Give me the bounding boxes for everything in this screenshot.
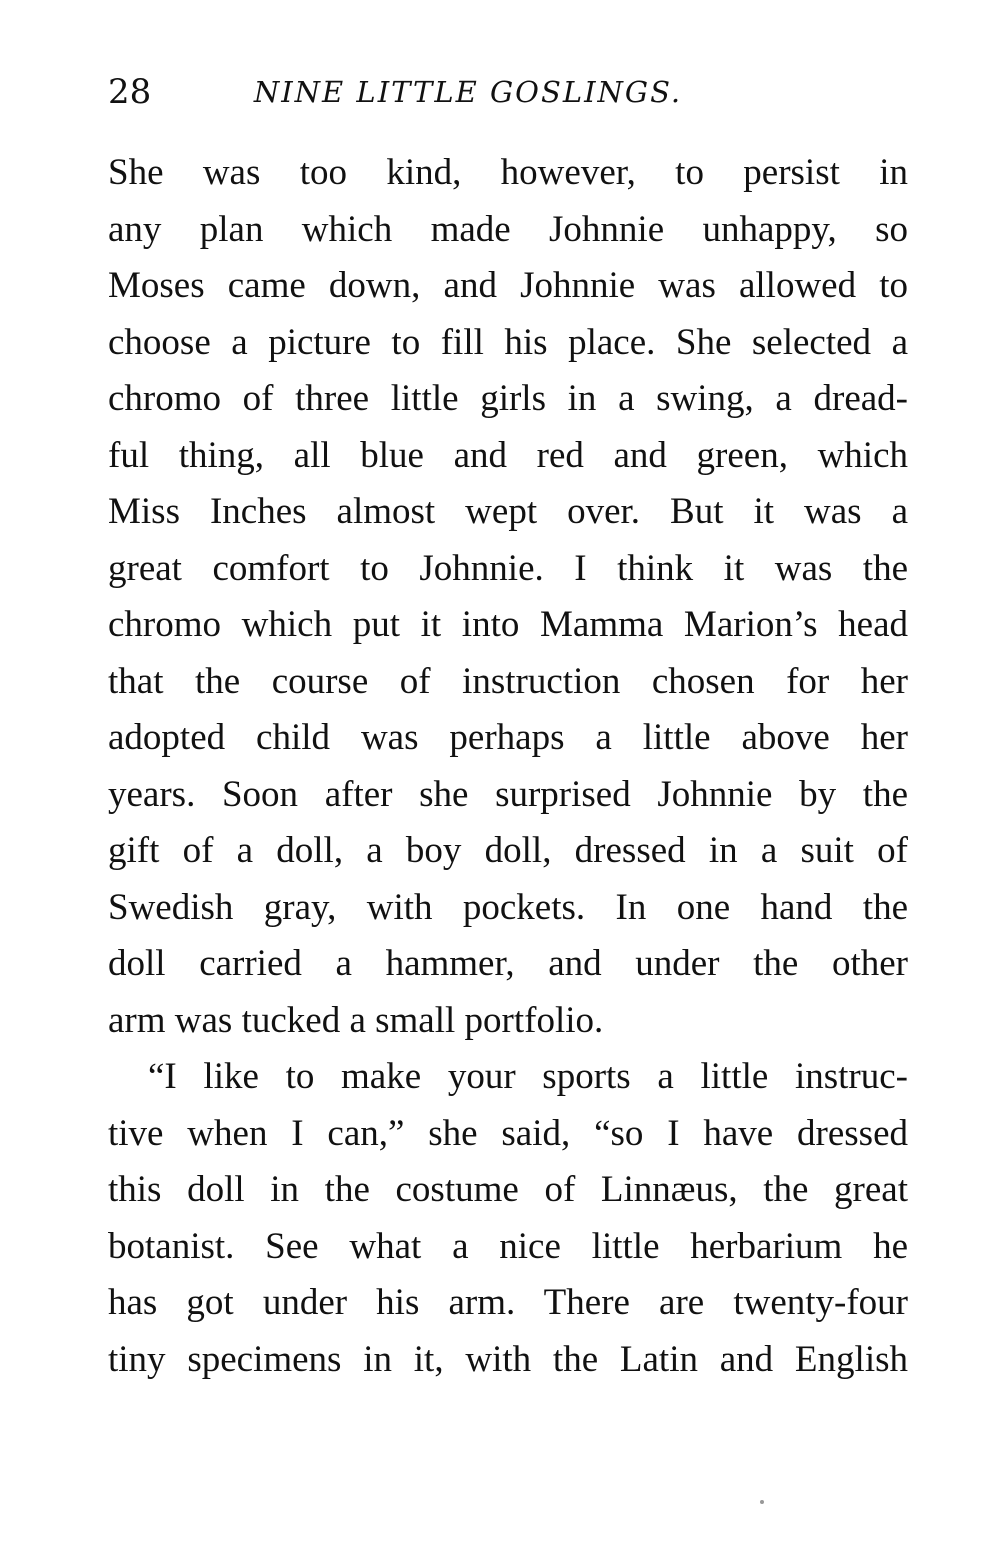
text-line: chromo of three little girls in a swing, a dread- bbox=[108, 378, 908, 419]
page-header bbox=[108, 70, 908, 114]
running-title: NINE LITTLE GOSLINGS. bbox=[253, 75, 683, 109]
text-line: adopted child was perhaps a little above her bbox=[108, 717, 908, 758]
body-text bbox=[108, 145, 908, 1388]
text-line: tive when I can,” she said, “so I have dressed bbox=[108, 1112, 908, 1154]
text-line: years. Soon after she surprised Johnnie by the bbox=[108, 773, 908, 815]
text-line: chromo which put it into Mamma Marion’s head bbox=[108, 604, 908, 645]
page-number: 28 bbox=[108, 72, 152, 112]
text-line: gift of a doll, a boy doll, dressed in a suit of bbox=[108, 830, 908, 871]
paper-speck bbox=[760, 1500, 764, 1504]
text-line: ful thing, all blue and red and green, which bbox=[108, 434, 908, 476]
text-line: any plan which made Johnnie unhappy, so bbox=[108, 208, 908, 250]
text-line: Swedish gray, with pockets. In one hand the bbox=[108, 886, 908, 928]
text-line: this doll in the costume of Linnæus, the great bbox=[108, 1169, 908, 1210]
text-line: tiny specimens in it, with the Latin and English bbox=[108, 1338, 908, 1380]
text-line: botanist. See what a nice little herbarium he bbox=[108, 1225, 908, 1267]
text-line: doll carried a hammer, and under the other bbox=[108, 943, 908, 984]
text-line: choose a picture to fill his place. She selected a bbox=[108, 321, 908, 363]
text-line: “I like to make your sports a little instruc- bbox=[148, 1056, 908, 1097]
text-line: great comfort to Johnnie. I think it was the bbox=[108, 547, 908, 589]
text-line: Miss Inches almost wept over. But it was a bbox=[108, 491, 908, 532]
text-line: has got under his arm. There are twenty-four bbox=[108, 1282, 908, 1323]
text-line: She was too kind, however, to persist in bbox=[108, 152, 908, 193]
text-line: arm was tucked a small portfolio. bbox=[108, 999, 604, 1041]
text-line: Moses came down, and Johnnie was allowed to bbox=[108, 265, 908, 306]
text-line: that the course of instruction chosen for her bbox=[108, 660, 908, 702]
